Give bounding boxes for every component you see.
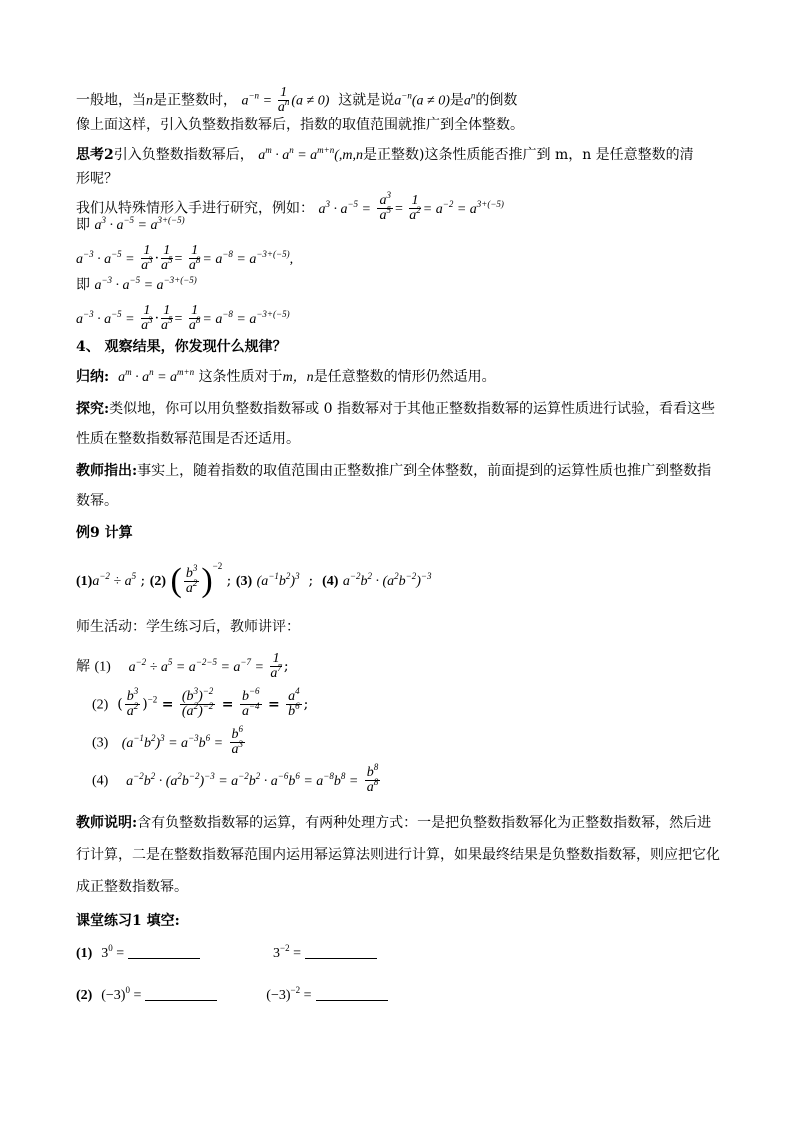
practice-row-2: (2) $(-3)^0 = (-3)^{-2}$ = (76, 986, 388, 1005)
solution-2: (2) ( $\frac{b^3}{a^2}$ )$^{-2}$ = $\frac{(b^3)^{-2}}{(a^2)^{-2}}$ = $\frac{b^{-6}}{a^{-4}}$ = $\frac{a^4}{b^6}$ ; (92, 686, 309, 719)
explain-line3: 成正整数指数幂。 (76, 879, 188, 895)
practice-heading: 课堂练习1 填空: (76, 913, 180, 929)
example-problems: $(1)a^{-2} \div a^5$ ; (2) ( $\frac{b^3}{a^2}$ )$^{-2}$ ; (3) $(a^{-1}b^2)^3$ ; (4) $a^{-2}b^2 \cdot (a^2b^{-2})^{-3}$ (76, 561, 432, 599)
solution-1: 解 (1) $a^{-2} \div a^5 = a^{-2-5} = a^{-7}$ = $\frac{1}{a^7}$ ; (76, 651, 289, 681)
think-question: 思考2引入负整数指数幂后， $a^m \cdot a^n = a^{m+n}(,m,n$是正整数)这条性质能否推广到 m，n 是任意整数的清 (76, 145, 694, 163)
answer-blank[interactable] (305, 958, 377, 959)
answer-blank[interactable] (145, 1000, 217, 1001)
eq-case-2: $a^{-3} \cdot a^{-5}$ = $\frac{1}{a^3}$ · $\frac{1}{a^5}$ = $\frac{1}{a^8}$ = $a^{-8} = a^{-3+(-5)}$, (76, 243, 294, 273)
solution-3: (3) $(a^{-1}b^2)^3 = a^{-3}b^6$ = $\frac{b^6}{a^3}$ (92, 724, 244, 757)
explore-line1: 探究:类似地，你可以用负整数指数幂或 0 指数幂对于其他正整数指数幂的运算性质进行试验，看看这些 (76, 401, 715, 417)
practice-row-1: (1) $3^0 = 3^{-2}$ = (76, 944, 377, 963)
example-heading: 例9 计算 (76, 525, 133, 541)
answer-blank[interactable] (128, 958, 200, 959)
special-case-intro: 我们从特殊情形入手进行研究，例如： $a^3 \cdot a^{-5}$ = $\frac{a^3}{a^5}$ = $\frac{1}{a^2}$ = $a^{-2} = a^{3+(-5)}$ (76, 190, 504, 223)
eq-result-1: 即 $a^3 \cdot a^{-5} = a^{3+(-5)}$ (76, 215, 185, 233)
teacher-note-line1: 教师指出:事实上，随着指数的取值范围由正整数推广到全体整数，前面提到的运算性质也推广到整数指 (76, 463, 712, 479)
answer-blank[interactable] (316, 1000, 388, 1001)
teacher-note-line2: 数幂。 (76, 493, 118, 509)
observe-prompt: 4、 观察结果，你发现什么规律？ (76, 339, 287, 355)
activity-line: 师生活动：学生练习后，教师讲评： (76, 619, 300, 635)
solution-4: (4) $a^{-2}b^2 \cdot (a^2b^{-2})^{-3} = a^{-2}b^2 \cdot a^{-6}b^6 = a^{-8}b^8$ = $\frac{b^8}{a^8}$ (92, 762, 379, 795)
explain-line1: 教师说明:含有负整数指数幂的运算，有两种处理方式：一是把负整数指数幂化为正整数指数幂，然后进 (76, 815, 712, 831)
para-negative-exponent-def: 一般地，当n是正整数时， $a^{-n}$ = $\frac{1}{a^n}$ (a ≠ 0) 这就是说$a^{-n}(a \ne 0)$是$a^n$的倒数 (76, 85, 518, 115)
explain-line2: 行计算，二是在整数指数幂范围内运用幂运算法则进行计算，如果最终结果是负整数指数幂，则应把它化 (76, 847, 720, 863)
para-range-extension: 像上面这样，引入负整数指数幂后，指数的取值范围就推广到全体整数。 (76, 117, 524, 133)
eq-result-2: 即 $a^{-3} \cdot a^{-5} = a^{-3+(-5)}$ (76, 275, 197, 293)
induction: 归纳: $a^m \cdot a^n = a^{m+n}$ 这条性质对于m，n是任意整数的情形仍然适用。 (76, 367, 496, 385)
think-question-cont: 形呢？ (76, 171, 118, 187)
explore-line2: 性质在整数指数幂范围是否还适用。 (76, 431, 300, 447)
eq-case-3: $a^{-3} \cdot a^{-5}$ = $\frac{1}{a^3}$ · $\frac{1}{a^5}$ = $\frac{1}{a^8}$ = $a^{-8} = a^{-3+(-5)}$ (76, 303, 290, 333)
